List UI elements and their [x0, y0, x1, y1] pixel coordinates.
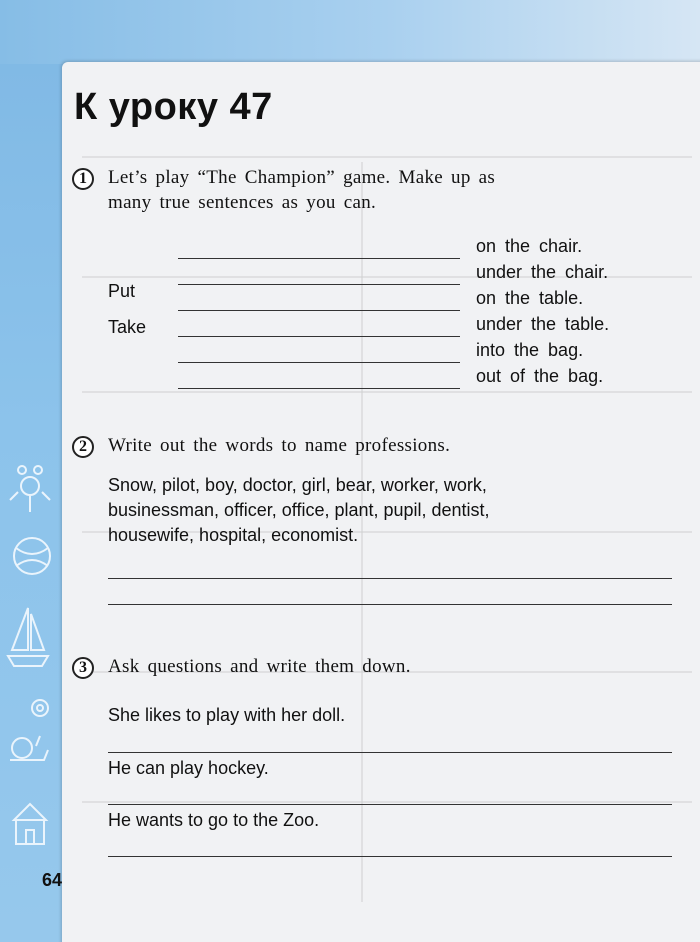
phrase-out-of-the-bag: out of the bag.: [476, 366, 604, 386]
word-list-line: Snow, pilot, boy, doctor, girl, bear, worker, work,: [108, 475, 487, 495]
sentence-doll: She likes to play with her doll.: [108, 705, 346, 725]
verb-take: Take: [108, 317, 147, 337]
phrase-under-the-table: under the table.: [476, 314, 610, 334]
answer-blank[interactable]: [108, 752, 672, 753]
exercise-3-number: 3: [72, 657, 94, 679]
answer-blank[interactable]: [178, 284, 460, 285]
sentence-zoo: He wants to go to the Zoo.: [108, 810, 320, 830]
answer-blank[interactable]: [178, 362, 460, 363]
exercise-2-instruction: Write out the words to name professions.: [108, 435, 451, 456]
exercise-1-instruction-line-2: many true sentences as you can.: [108, 192, 377, 213]
exercise-1-instruction-line-1: Let’s play “The Champion” game. Make up as: [108, 167, 496, 188]
house-icon: [14, 804, 46, 844]
sailboat-icon: [8, 608, 48, 666]
answer-blank[interactable]: [178, 388, 460, 389]
sidebar-decorations: [0, 0, 64, 942]
answer-blank[interactable]: [108, 604, 672, 605]
answer-blank[interactable]: [178, 310, 460, 311]
word-list-line: housewife, hospital, economist.: [108, 525, 359, 545]
phrase-on-the-table: on the table.: [476, 288, 584, 308]
ball-icon: [14, 538, 50, 574]
top-color-band: [0, 0, 700, 64]
exercise-2-number: 2: [72, 436, 94, 458]
crab-icon: [10, 466, 50, 512]
phrase-on-the-chair: on the chair.: [476, 236, 583, 256]
verb-put: Put: [108, 281, 136, 301]
snail-icon: [10, 736, 48, 760]
exercise-3-instruction: Ask questions and write them down.: [108, 656, 411, 677]
answer-blank[interactable]: [108, 856, 672, 857]
answer-blank[interactable]: [108, 804, 672, 805]
sentence-hockey: He can play hockey.: [108, 758, 269, 778]
phrase-under-the-chair: under the chair.: [476, 262, 609, 282]
lesson-title: К уроку 47: [74, 86, 273, 128]
answer-blank[interactable]: [178, 336, 460, 337]
phrase-into-the-bag: into the bag.: [476, 340, 584, 360]
exercise-1-number: 1: [72, 168, 94, 190]
answer-blank[interactable]: [178, 258, 460, 259]
answer-blank[interactable]: [108, 578, 672, 579]
flower-icon: [32, 700, 48, 716]
word-list-line: businessman, officer, office, plant, pupil, dentist,: [108, 500, 490, 520]
page-number: 64: [42, 870, 63, 890]
